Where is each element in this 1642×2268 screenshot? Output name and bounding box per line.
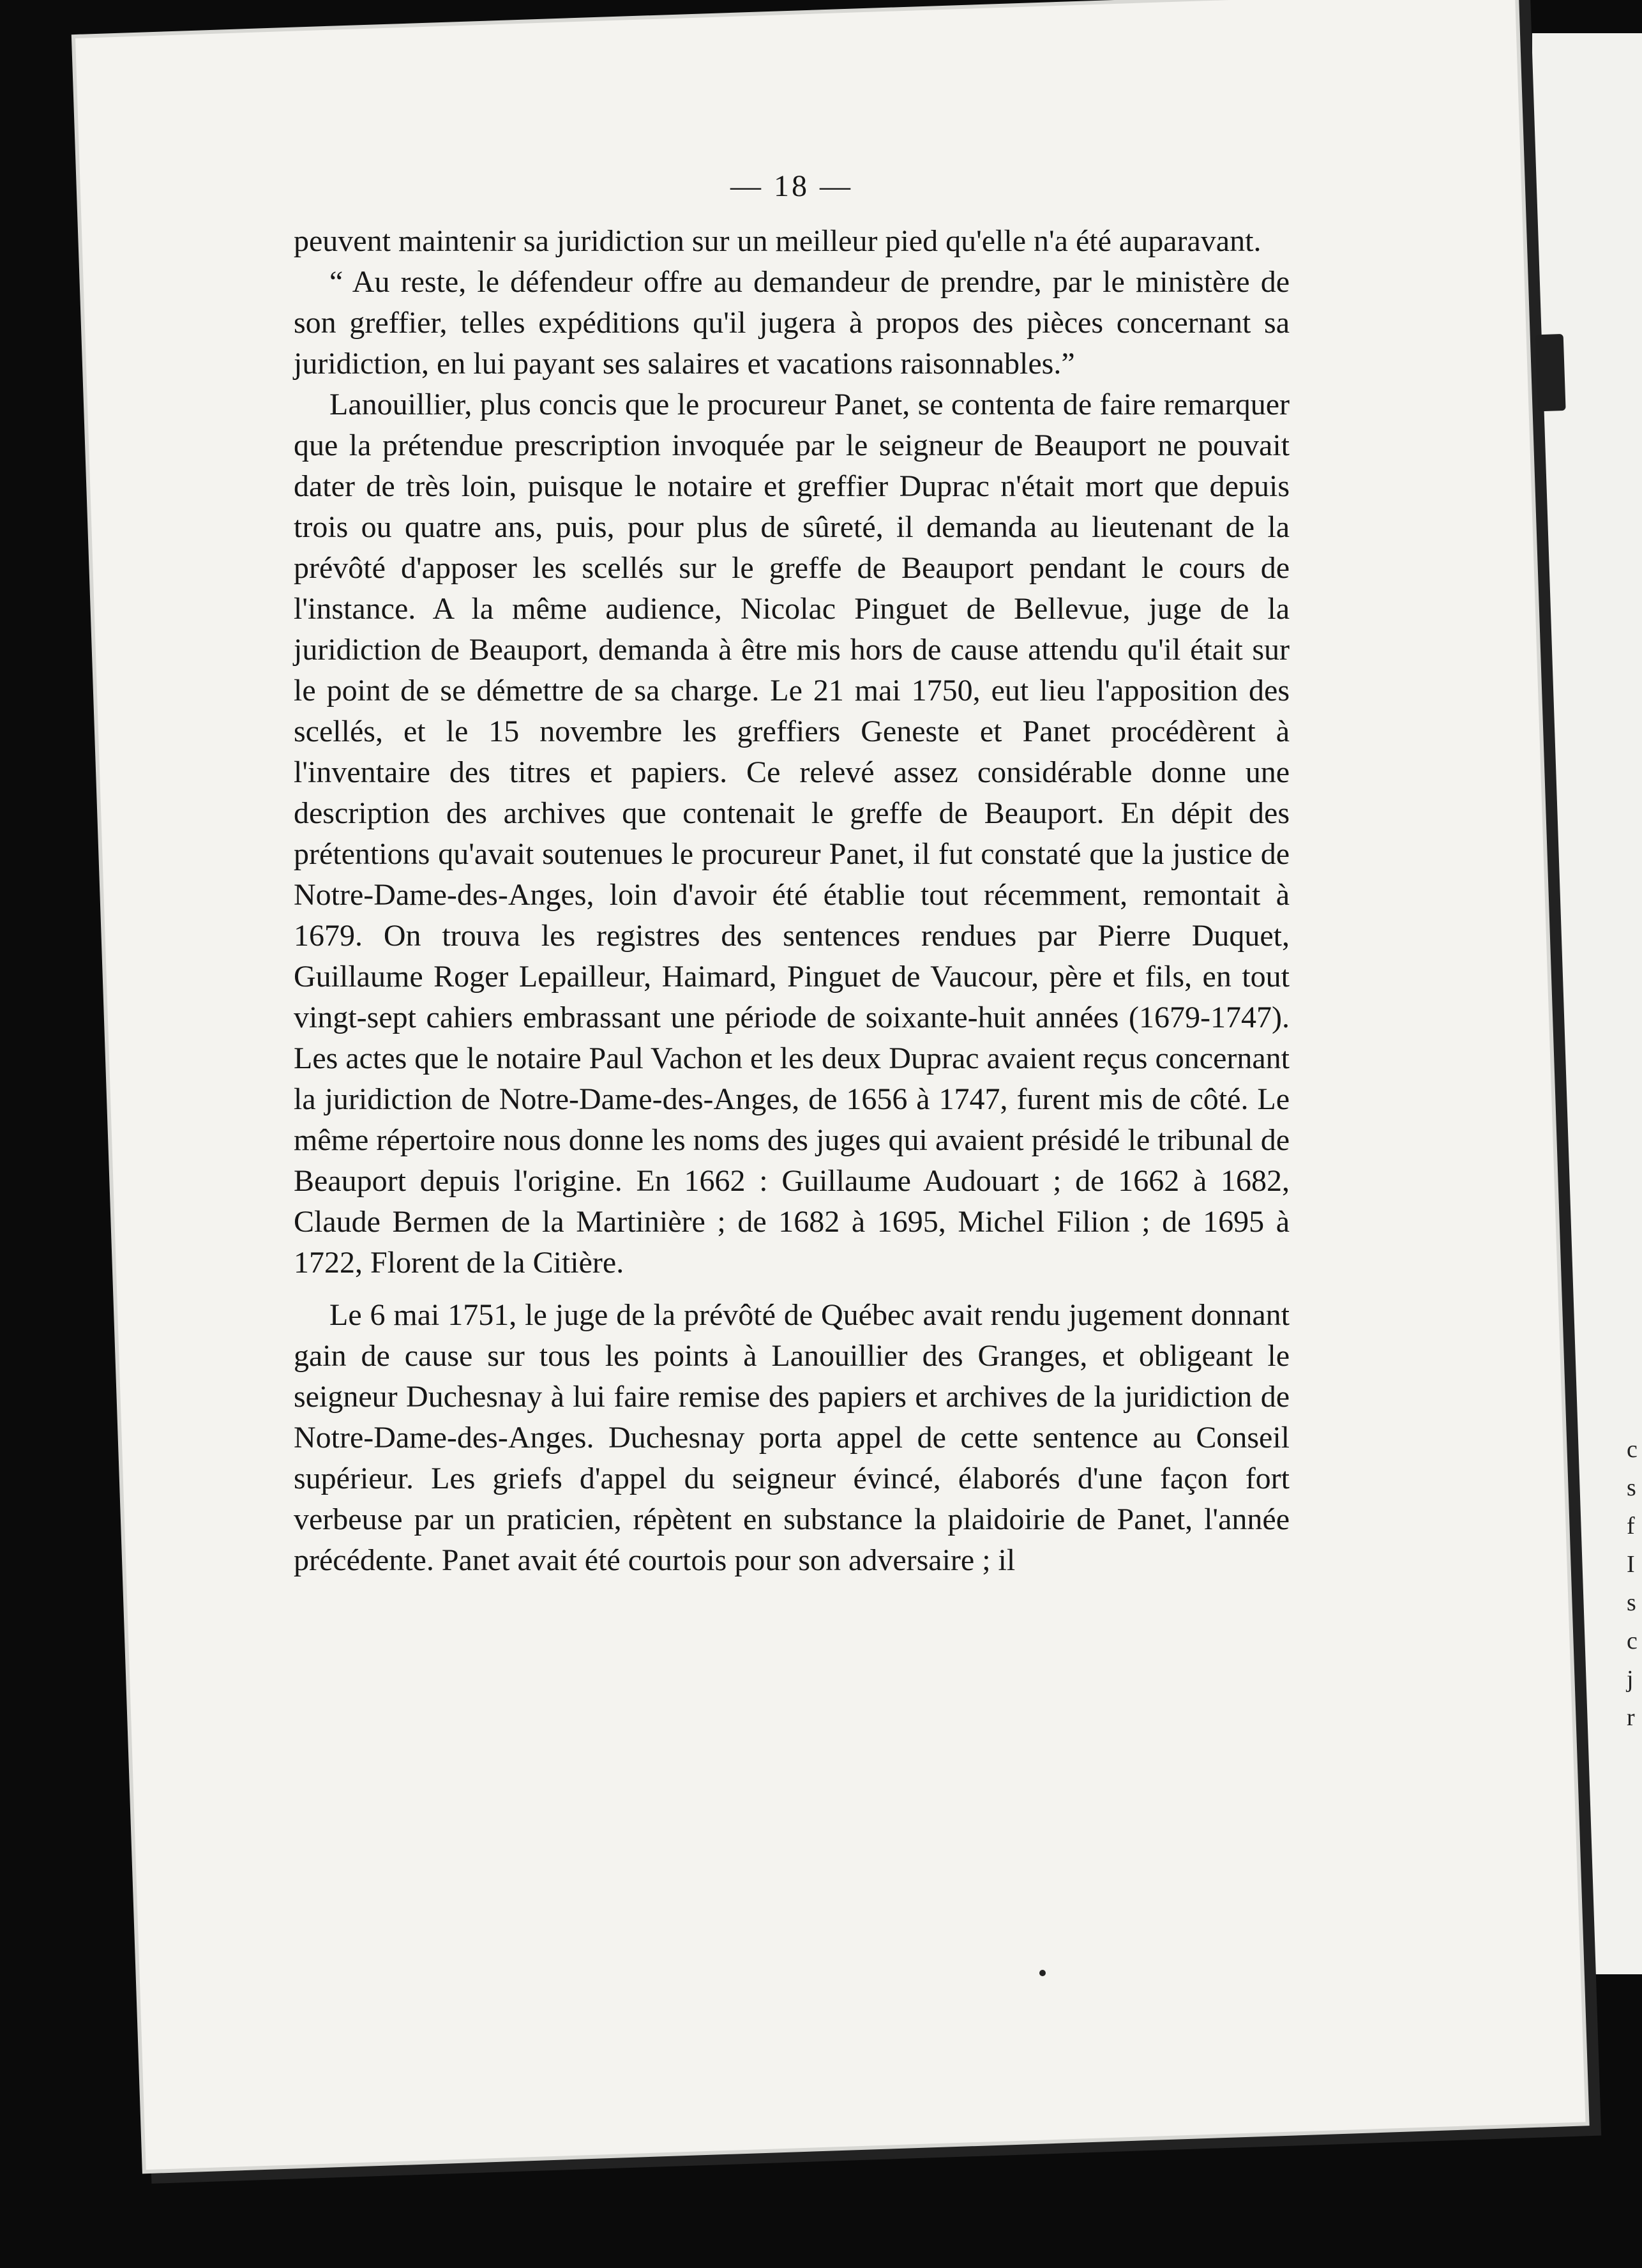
page-number: — 18 —	[730, 169, 853, 203]
page-text	[294, 166, 1290, 1581]
margin-letter: r	[1627, 1704, 1635, 1731]
ink-dot	[1039, 1970, 1046, 1976]
margin-letter: j	[1627, 1666, 1634, 1693]
paragraph-2: “ Au reste, le défendeur offre au demandeur de prendre, par le ministère de son greffier, telles expéditions qu'il jugera à propos des pièces concernant sa juridiction, en lui payant ses salaires et vacations raisonnables.”	[294, 265, 1290, 381]
facing-page-margin-letters	[1627, 1430, 1642, 1737]
binding-clip	[1535, 334, 1566, 411]
margin-letter: c	[1627, 1628, 1638, 1654]
margin-letter: c	[1627, 1436, 1638, 1463]
margin-letter: f	[1627, 1513, 1635, 1539]
paragraph-1: peuvent maintenir sa juridiction sur un meilleur pied qu'elle n'a été auparavant.	[294, 224, 1262, 258]
paragraph-3: Lanouillier, plus concis que le procureur Panet, se contenta de faire remarquer que la prétendue prescription invoquée par le seigneur de Beauport ne pouvait dater de très loin, puisque le notaire et greffier Duprac n'était mort que depuis trois ou quatre ans, puis, pour plus de sûreté, il demanda au lieutenant de la prévôté d'apposer les scellés sur le greffe de Beauport pendant le cours de l'instance. A la même audience, Nicolac Pinguet de Bellevue, juge de la juridiction de Beauport, demanda à être mis hors de cause attendu qu'il était sur le point de se démettre de sa charge. Le 21 mai 1750, eut lieu l'apposition des scellés, et le 15 novembre les greffiers Geneste et Panet procédèrent à l'inventaire des titres et papiers. Ce relevé assez considérable donne une description des archives que contenait le greffe de Beauport. En dépit des prétentions qu'avait soutenues le procureur Panet, il fut constaté que la justice de Notre-Dame-des-Anges, loin d'avoir été établie tout récemment, remontait à 1679. On trouva les registres des sentences rendues par Pierre Duquet, Guillaume Roger Lepailleur, Haimard, Pinguet de Vaucour, père et fils, en tout vingt-sept cahiers embrassant une période de soixante-huit années (1679-1747). Les actes que le notaire Paul Vachon et les deux Duprac avaient reçus concernant la juridiction de Notre-Dame-des-Anges, de 1656 à 1747, furent mis de côté. Le même répertoire nous donne les noms des juges qui avaient présidé le tribunal de Beauport depuis l'origine. En 1662 : Guillaume Audouart ; de 1662 à 1682, Claude Bermen de la Martinière ; de 1682 à 1695, Michel Filion ; de 1695 à 1722, Florent de la Citière.	[294, 388, 1290, 1280]
margin-letter: I	[1627, 1551, 1635, 1578]
paragraph-4: Le 6 mai 1751, le juge de la prévôté de Québec avait rendu jugement donnant gain de cause sur tous les points à Lanouillier des Granges, et obligeant le seigneur Duchesnay à lui faire remise des papiers et archives de la juridiction de Notre-Dame-des-Anges. Duchesnay porta appel de cette sentence au Conseil supérieur. Les griefs d'appel du seigneur évincé, élaborés d'une façon fort verbeuse par un praticien, répètent en substance la plaidoirie de Panet, l'année précédente. Panet avait été courtois pour son adversaire ; il	[294, 1298, 1290, 1577]
margin-letter: s	[1627, 1589, 1636, 1616]
margin-letter: s	[1627, 1474, 1636, 1501]
